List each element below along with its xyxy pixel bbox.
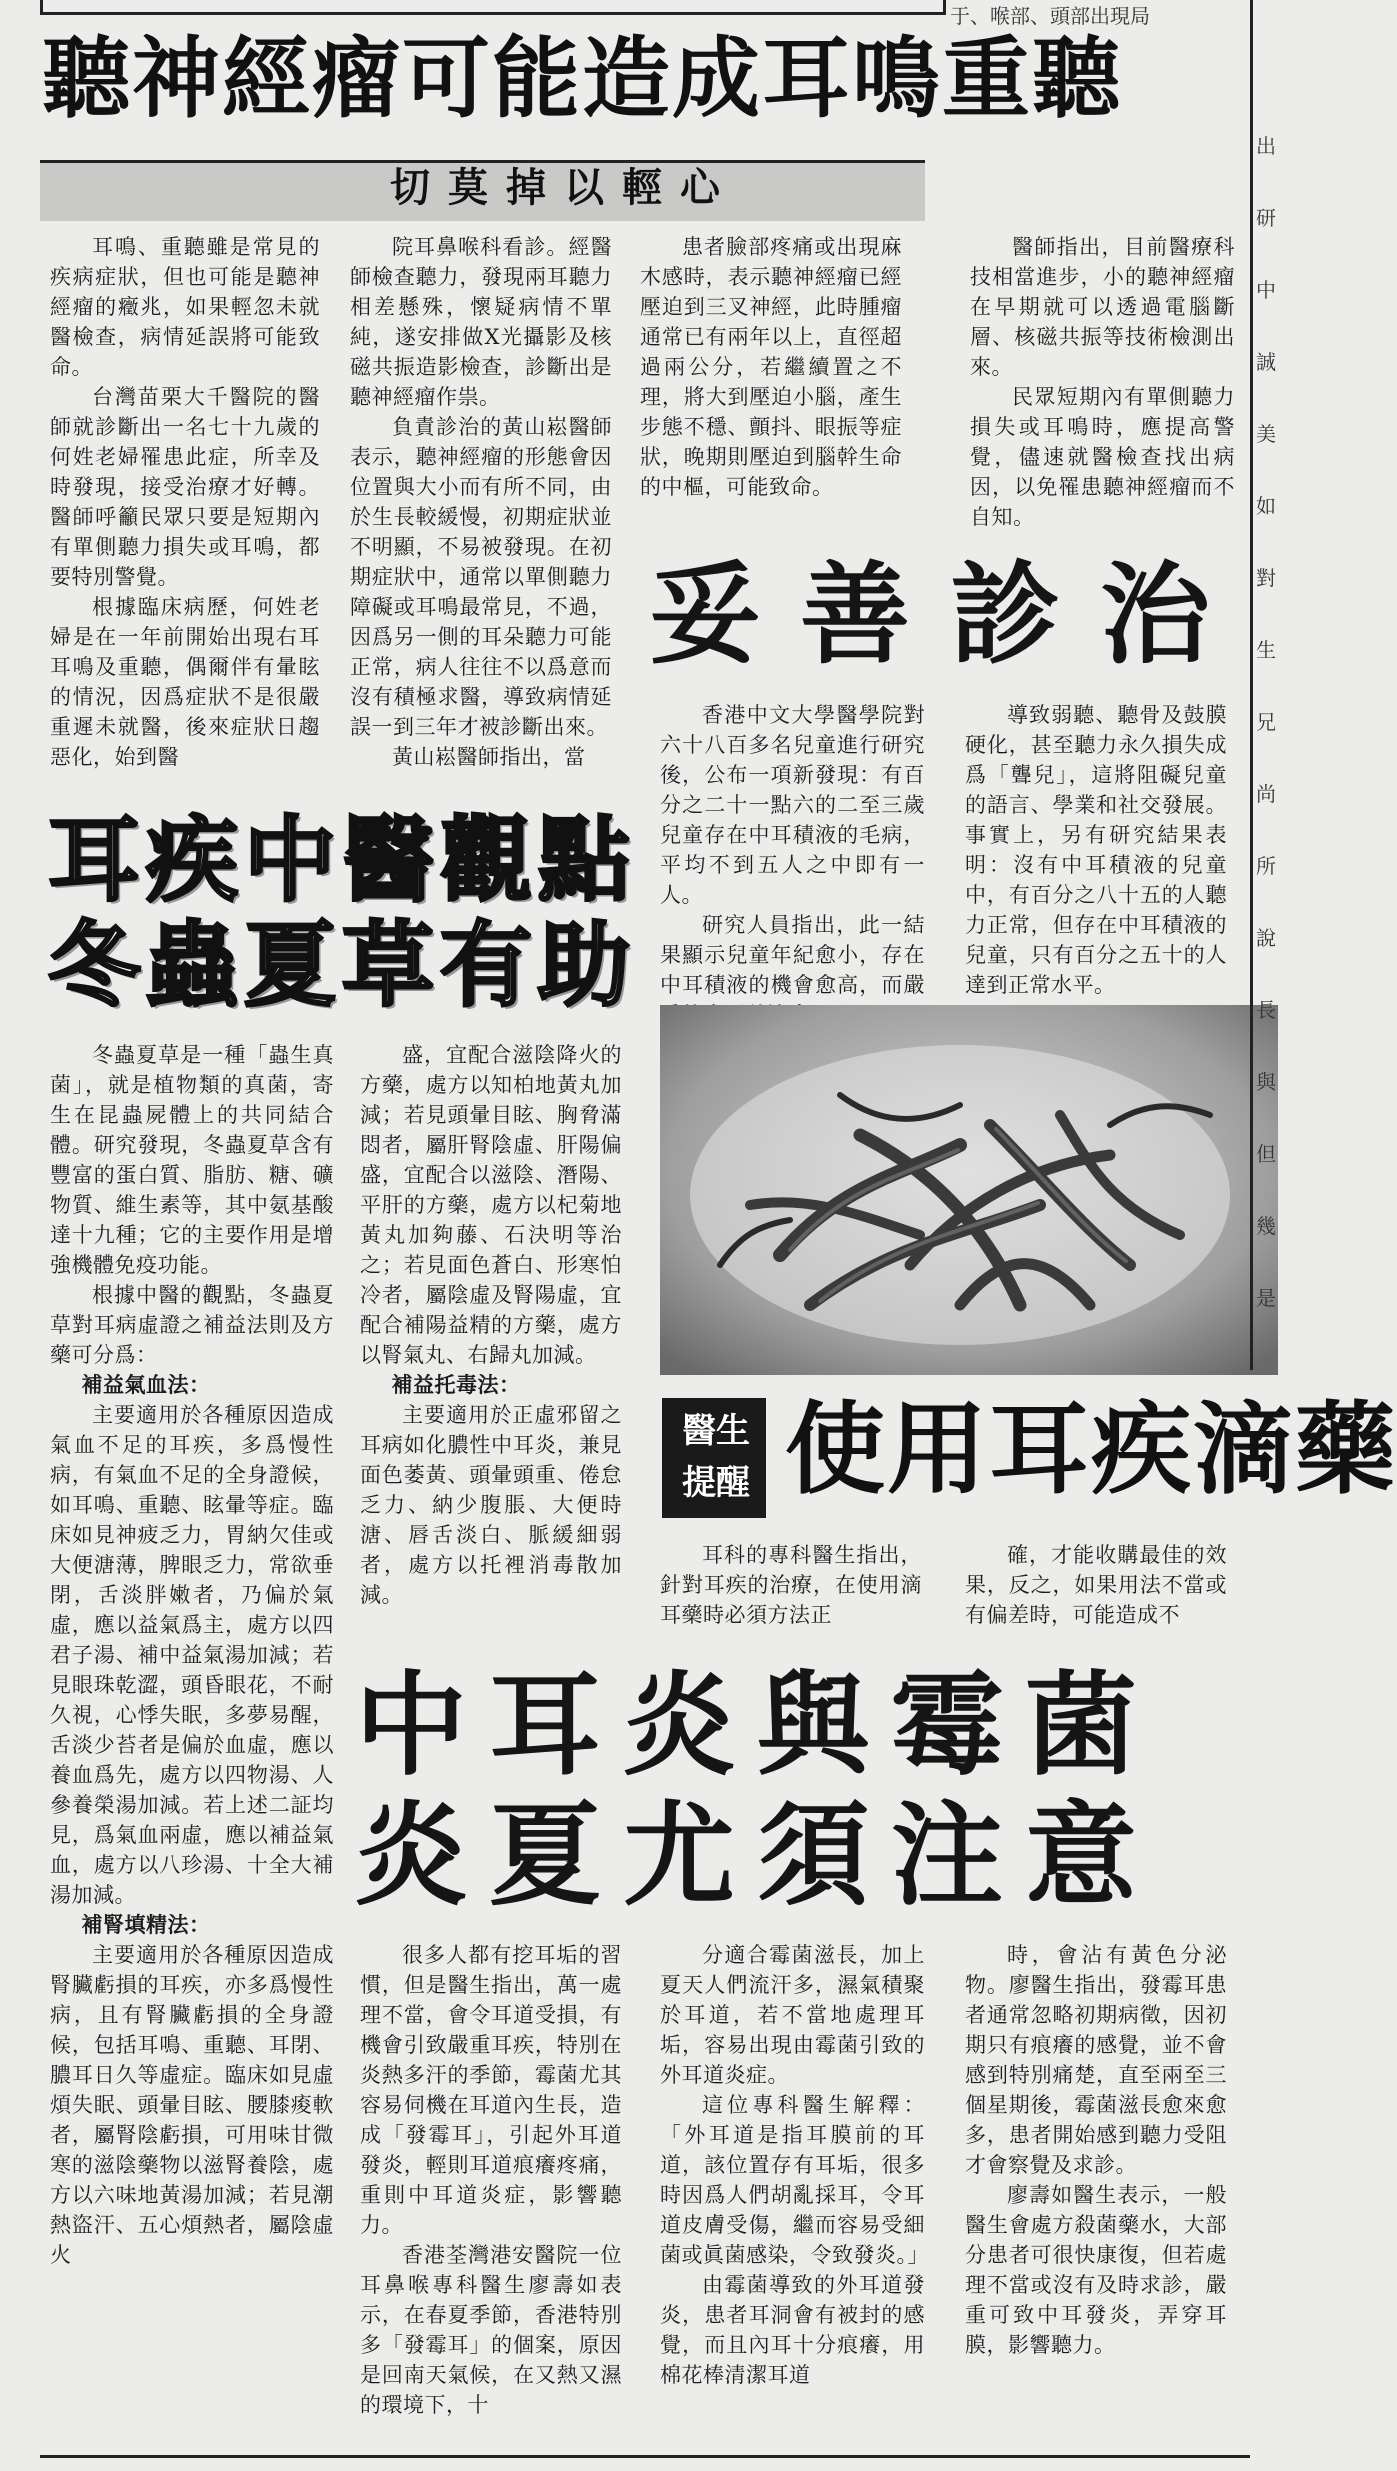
article4-col2: 確，才能收購最佳的效果，反之，如果用法不當或有偏差時，可能造成不 (965, 1543, 1227, 1627)
subtitle: 切莫掉以輕心 (390, 165, 738, 211)
heading-tcm-line2: 冬蟲夏草有助 (48, 912, 637, 1019)
heading-drops: 使用耳疾滴藥 (785, 1391, 1397, 1508)
top-right-snippet: 于、喉部、頭部出現局 (950, 4, 1150, 28)
right-edge-rule (1250, 0, 1253, 1370)
article3-col1: 冬蟲夏草是一種「蟲生真菌」，就是植物類的真菌，寄生在昆蟲屍體上的共同結合體。研究發現，冬蟲夏草含有豐富的蛋白質、脂肪、糖、礦物質、維生素等，其中氨基酸達十九種；它的主要作用是增強機體免疫功能。 根據中醫的觀點，冬蟲夏草對耳病虛證之補益法則及方藥可分爲： 補益氣血法： 主要適用於各種原因造成氣血不足的耳疾，多爲慢性病，有氣血不足的全身證候，如耳鳴、重聽、眩暈等症。臨床如見神疲乏力，胃納欠佳或大便溏薄，脾眼乏力，常欲垂閉，舌淡胖嫩者，乃偏於氣虛，應以益氣爲主，處方以四君子湯、補中益氣湯加減；若見眼珠乾澀，頭昏眼花，不耐久視，心悸失眠，多夢易醒，舌淡少苔者是偏於血虛，應以養血爲先，處方以四物湯、人參養榮湯加減。若上述二証均見，爲氣血兩虛，應以補益氣血，處方以八珍湯、十全大補湯加減。 補腎填精法： 主要適用於各種原因造成腎臟虧損的耳疾，亦多爲慢性病，且有腎臟虧損的全身證候，包括耳鳴、重聽、耳閉、膿耳日久等虛症。臨床如見虛煩失眠、頭暈目眩、腰膝痠軟者，屬腎陰虧損，可用味甘微寒的滋陰藥物以滋腎養陰，處方以六味地黃湯加減；若見潮熱盜汗、五心煩熱者，屬陰虛火 (50, 1043, 334, 2267)
article1-col2: 院耳鼻喉科看診。經醫師檢查聽力，發現兩耳聽力相差懸殊，懷疑病情不單純，遂安排做X光攝影及核磁共振造影檢查，診斷出是聽神經瘤作祟。 負責診治的黃山崧醫師表示，聽神經瘤的形態會因位置與大小而有所不同，由於生長較緩慢，初期症狀並不明顯，不易被發現。在初期症狀中，通常以單側聽力障礙或耳鳴最常見，不過，因爲另一側的耳朵聽力可能正常，病人往往不以爲意而沒有積極求醫，導致病情延誤一到三年才被診斷出來。 黃山崧醫師指出，當 (350, 235, 612, 769)
right-edge-text: 出研中誠美如對生兄尚所說長與但幾是 (1256, 134, 1276, 1310)
doctor-tag: 醫生提醒 (682, 1411, 750, 1503)
top-frame (40, 0, 946, 15)
article2-col2: 導致弱聽、聽骨及鼓膜硬化，甚至聽力永久損失成爲「聾兒」，這將阻礙兒童的語言、學業和社交發展。事實上，另有研究結果表明：沒有中耳積液的兒童中，有百分之八十五的人聽力正常，但存在中耳積液的兒童，只有百分之五十的人達到正常水平。 (965, 703, 1227, 997)
article5-col1: 很多人都有挖耳垢的習慣，但是醫生指出，萬一處理不當，會令耳道受損，有機會引致嚴重耳疾，特別在炎熱多汗的季節，霉菌尤其容易伺機在耳道內生長，造成「發霉耳」，引起外耳道發炎，輕則耳道痕癢疼痛，重則中耳道炎症，影響聽力。 香港荃灣港安醫院一位耳鼻喉專科醫生廖壽如表示，在春夏季節，香港特別多「發霉耳」的個案，原因是回南天氣候，在又熱又濕的環境下，十 (360, 1943, 622, 2417)
heading-fungus-line1: 中耳炎與霉菌 (355, 1660, 1159, 1791)
cordyceps-photo (660, 1005, 1278, 1375)
article4-col1: 耳科的專科醫生指出，針對耳疾的治療，在使用滴耳藥時必須方法正 (660, 1543, 922, 1627)
article2-col1: 香港中文大學醫學院對六十八百多名兒童進行研究後，公布一項新發現：有百分之二十一點六的二至三歲兒童存在中耳積液的毛病，平均不到五人之中即有一人。 研究人員指出，此一結果顯示兒童年紀愈小，存在中耳積液的機會愈高，而嚴 (660, 703, 925, 997)
article1-col3: 患者臉部疼痛或出現麻木感時，表示聽神經瘤已經壓迫到三叉神經，此時腫瘤通常已有兩年以上，直徑超過兩公分，若繼續置之不理，將大到壓迫小腦，產生步態不穩、顫抖、眼振等症狀，晚期則壓迫到腦幹生命的中樞，可能致命。 (640, 235, 902, 499)
bottom-rule (40, 2455, 1250, 2458)
article5-col3: 時，會沾有黃色分泌物。廖醫生指出，發霉耳患者通常忽略初期病徵，因初期只有痕癢的感覺，並不會感到特別痛楚，直至兩至三個星期後，霉菌滋長愈來愈多，患者開始感到聽力受阻才會察覺及求診。 廖壽如醫生表示，一般醫生會處方殺菌藥水，大部分患者可很快康復，但若處理不當或沒有及時求診，嚴重可致中耳發炎，弄穿耳膜，影響聽力。 (965, 1943, 1227, 2357)
article5-col2: 分適合霉菌滋長，加上夏天人們流汗多，濕氣積聚於耳道，若不當地處理耳垢，容易出現由霉菌引致的外耳道炎症。 這位專科醫生解釋：「外耳道是指耳膜前的耳道，該位置存有耳垢，很多時因爲人們胡亂採耳，令耳道皮膚受傷，繼而容易受細菌或眞菌感染，令致發炎。」 由霉菌導致的外耳道發炎，患者耳洞會有被封的感覺，而且內耳十分痕癢，用棉花棒清潔耳道 (660, 1943, 929, 2387)
heading-tuoshan: 妥善診治 (650, 550, 1250, 679)
heading-fungus-line2: 炎夏尤須注意 (355, 1790, 1159, 1921)
article3-col2: 盛，宜配合滋陰降火的方藥，處方以知柏地黃丸加減；若見頭暈目眩、胸脅滿悶者，屬肝腎陰虛、肝陽偏盛，宜配合以滋陰、潛陽、平肝的方藥，處方以杞菊地黃丸加夠藤、石決明等治之；若見面色蒼白、形寒怕冷者，屬陰虛及腎陽虛，宜配合補陽益精的方藥，處方以腎氣丸、右歸丸加減。 補益托毒法： 主要適用於正虛邪留之耳病如化膿性中耳炎，兼見面色萎黃、頭暈頭重、倦怠乏力、納少腹脹、大便時溏、唇舌淡白、脈緩細弱者，處方以托裡消毒散加減。 (360, 1043, 622, 1607)
article1-col4: 醫師指出，目前醫療科技相當進步，小的聽神經瘤在早期就可以透過電腦斷層、核磁共振等技術檢測出來。 民眾短期內有單側聽力損失或耳鳴時，應提高警覺，儘速就醫檢查找出病因，以免罹患聽神經瘤而不自知。 (970, 235, 1235, 529)
article1-col1: 耳鳴、重聽雖是常見的疾病症狀，但也可能是聽神經瘤的癥兆，如果輕忽未就醫檢查，病情延誤將可能致命。 台灣苗栗大千醫院的醫師就診斷出一名七十九歲的何姓老婦罹患此症，所幸及時發現，接受治療才好轉。醫師呼籲民眾只要是短期內有單側聽力損失或耳鳴，都要特別警覺。 根據臨床病歷，何姓老婦是在一年前開始出現右耳耳鳴及重聽，偶爾伴有暈眩的情況，因爲症狀不是很嚴重遲未就醫，後來症狀日趨惡化，始到醫 (50, 235, 320, 769)
heading-tcm-line1: 耳疾中醫觀點 (48, 807, 637, 914)
main-title: 聽神經瘤可能造成耳鳴重聽 (42, 27, 1123, 130)
